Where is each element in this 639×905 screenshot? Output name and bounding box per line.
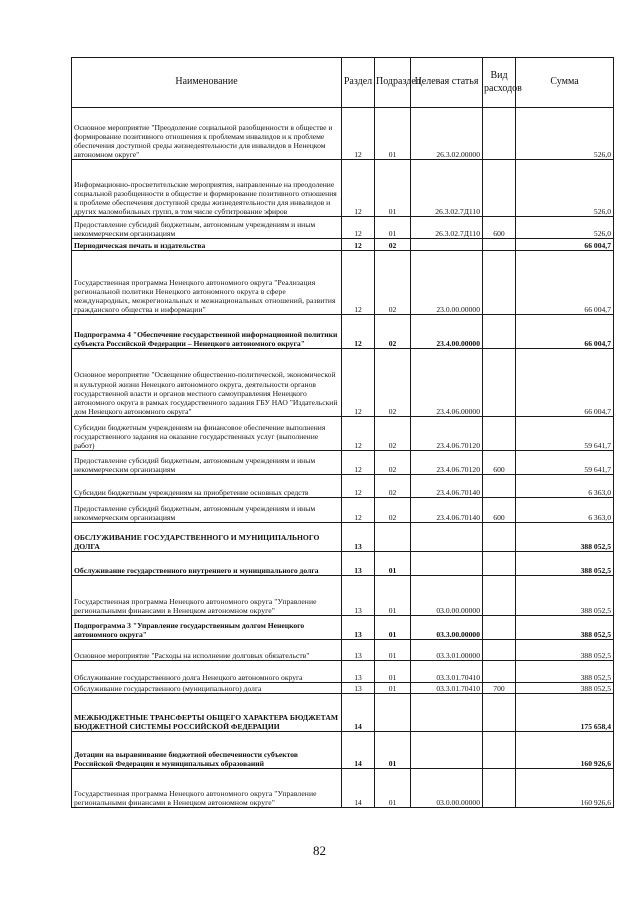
row-razdel: 13 [342, 576, 375, 616]
row-podrazdel: 01 [375, 616, 411, 640]
row-sum: 526,0 [516, 160, 614, 217]
row-razdel: 13 [342, 523, 375, 552]
row-target-article: 23.4.06.70140 [411, 475, 483, 498]
row-name: Основное мероприятие "Расходы на исполнение долговых обязательств" [72, 640, 342, 661]
row-razdel: 12 [342, 108, 375, 160]
row-podrazdel: 01 [375, 640, 411, 661]
row-expense-type [483, 315, 516, 349]
row-target-article: 23.4.06.70120 [411, 451, 483, 475]
row-sum: 160 926,6 [516, 769, 614, 808]
row-sum: 388 052,5 [516, 683, 614, 694]
table-row [72, 616, 614, 640]
row-target-article [411, 523, 483, 552]
row-podrazdel: 01 [375, 552, 411, 576]
row-expense-type [483, 576, 516, 616]
row-target-article: 23.4.06.70140 [411, 498, 483, 523]
row-expense-type [483, 251, 516, 315]
row-razdel: 12 [342, 475, 375, 498]
table-row [72, 239, 614, 251]
row-sum: 6 363,0 [516, 475, 614, 498]
row-razdel: 12 [342, 315, 375, 349]
row-name: Обслуживание государственного долга Ненецкого автономного округа [72, 661, 342, 683]
row-target-article: 23.4.06.00000 [411, 349, 483, 417]
row-target-article: 03.3.01.70410 [411, 683, 483, 694]
row-sum: 66 004,7 [516, 349, 614, 417]
table-row [72, 349, 614, 417]
header-name: Наименование [72, 58, 342, 108]
row-target-article: 26.3.02.00000 [411, 108, 483, 160]
row-expense-type: 600 [483, 451, 516, 475]
table-row [72, 251, 614, 315]
row-sum: 6 363,0 [516, 498, 614, 523]
row-razdel: 13 [342, 640, 375, 661]
row-razdel: 12 [342, 451, 375, 475]
row-sum: 388 052,5 [516, 640, 614, 661]
row-podrazdel: 01 [375, 576, 411, 616]
row-expense-type [483, 616, 516, 640]
budget-table [71, 57, 614, 808]
row-razdel: 12 [342, 251, 375, 315]
row-podrazdel: 02 [375, 239, 411, 251]
row-sum: 388 052,5 [516, 576, 614, 616]
row-razdel: 12 [342, 217, 375, 239]
row-podrazdel: 02 [375, 251, 411, 315]
page-number: 82 [313, 843, 326, 858]
row-target-article: 23.4.06.70120 [411, 417, 483, 451]
row-sum: 66 004,7 [516, 239, 614, 251]
row-razdel: 12 [342, 160, 375, 217]
row-expense-type [483, 661, 516, 683]
row-podrazdel: 02 [375, 315, 411, 349]
row-target-article: 26.3.02.7Д110 [411, 160, 483, 217]
row-sum: 175 658,4 [516, 694, 614, 732]
row-name: Предоставление субсидий бюджетным, автономным учреждениям и иным некоммерческим организациям [72, 498, 342, 523]
row-expense-type: 700 [483, 683, 516, 694]
row-expense-type: 600 [483, 498, 516, 523]
table-row [72, 160, 614, 217]
row-name: Предоставление субсидий бюджетным, автономным учреждениям и иным некоммерческим организациям [72, 451, 342, 475]
row-sum: 388 052,5 [516, 616, 614, 640]
table-row [72, 552, 614, 576]
row-target-article: 03.3.01.70410 [411, 661, 483, 683]
row-name: Обслуживание государственного внутреннего и муниципального долга [72, 552, 342, 576]
header-razdel: Раздел [342, 58, 375, 108]
row-name: Субсидии бюджетным учреждениям на финансовое обеспечение выполнения государственного задания на оказание государственных услуг (выполнение работ) [72, 417, 342, 451]
row-target-article [411, 239, 483, 251]
row-target-article [411, 694, 483, 732]
row-expense-type [483, 732, 516, 769]
table-row [72, 475, 614, 498]
row-name: Дотации на выравнивание бюджетной обеспеченности субъектов Российской Федерации и муниципальных образований [72, 732, 342, 769]
table-row [72, 417, 614, 451]
table-row [72, 451, 614, 475]
row-expense-type [483, 694, 516, 732]
row-podrazdel: 01 [375, 683, 411, 694]
row-razdel: 13 [342, 661, 375, 683]
row-expense-type [483, 349, 516, 417]
row-name: ОБСЛУЖИВАНИЕ ГОСУДАРСТВЕННОГО И МУНИЦИПАЛЬНОГО ДОЛГА [72, 523, 342, 552]
row-sum: 388 052,5 [516, 661, 614, 683]
row-razdel: 13 [342, 552, 375, 576]
row-target-article: 23.0.00.00000 [411, 251, 483, 315]
table-row [72, 661, 614, 683]
row-sum: 526,0 [516, 217, 614, 239]
row-podrazdel: 02 [375, 498, 411, 523]
row-target-article [411, 732, 483, 769]
row-expense-type [483, 769, 516, 808]
table-row [72, 640, 614, 661]
row-name: Предоставление субсидий бюджетным, автономным учреждениям и иным некоммерческим организациям [72, 217, 342, 239]
header-expense-type: Вид расходов [483, 58, 516, 108]
table-row [72, 108, 614, 160]
row-name: Государственная программа Ненецкого автономного округа "Управление региональными финансами в Ненецком автономном округе" [72, 576, 342, 616]
row-expense-type [483, 523, 516, 552]
header-sum: Сумма [516, 58, 614, 108]
table-row [72, 498, 614, 523]
table-row [72, 694, 614, 732]
row-razdel: 14 [342, 694, 375, 732]
row-name: Государственная программа Ненецкого автономного округа "Управление региональными финансами в Ненецком автономном округе" [72, 769, 342, 808]
row-expense-type [483, 108, 516, 160]
row-expense-type [483, 640, 516, 661]
row-podrazdel: 01 [375, 108, 411, 160]
table-row [72, 683, 614, 694]
table-row [72, 315, 614, 349]
row-name: МЕЖБЮДЖЕТНЫЕ ТРАНСФЕРТЫ ОБЩЕГО ХАРАКТЕРА БЮДЖЕТАМ БЮДЖЕТНОЙ СИСТЕМЫ РОССИЙСКОЙ ФЕДЕРАЦИИ [72, 694, 342, 732]
row-name: Подпрограмма 3 "Управление государственным долгом Ненецкого автономного округа" [72, 616, 342, 640]
header-target-article: Целевая статья [411, 58, 483, 108]
row-target-article: 03.0.00.00000 [411, 769, 483, 808]
table-row [72, 576, 614, 616]
row-target-article [411, 552, 483, 576]
row-sum: 66 004,7 [516, 251, 614, 315]
row-podrazdel: 02 [375, 475, 411, 498]
row-expense-type [483, 552, 516, 576]
row-sum: 160 926,6 [516, 732, 614, 769]
row-sum: 66 004,7 [516, 315, 614, 349]
row-razdel: 13 [342, 616, 375, 640]
row-podrazdel: 02 [375, 417, 411, 451]
row-podrazdel [375, 523, 411, 552]
row-podrazdel: 02 [375, 349, 411, 417]
row-target-article: 26.3.02.7Д110 [411, 217, 483, 239]
row-sum: 59 641,7 [516, 451, 614, 475]
row-target-article: 23.4.00.00000 [411, 315, 483, 349]
row-name: Основное мероприятие "Преодоление социальной разобщенности в обществе и формирование позитивного отношения к проблемам инвалидов и к проблеме обеспечения доступной среды жизнедеятельности для инвалидов в Ненецком автономном округе" [72, 108, 342, 160]
row-podrazdel: 01 [375, 732, 411, 769]
row-expense-type [483, 417, 516, 451]
row-razdel: 14 [342, 732, 375, 769]
table-row [72, 523, 614, 552]
row-razdel: 12 [342, 349, 375, 417]
row-podrazdel: 01 [375, 661, 411, 683]
row-target-article: 03.3.01.00000 [411, 640, 483, 661]
row-razdel: 13 [342, 683, 375, 694]
row-expense-type: 600 [483, 217, 516, 239]
table-header-row [72, 58, 614, 108]
row-podrazdel: 01 [375, 769, 411, 808]
row-expense-type [483, 239, 516, 251]
row-name: Основное мероприятие "Освещение общественно-политической, экономической и культурной жизни Ненецкого автономного округа, деятельности органов государственной власти и органов местного самоуправления Ненецкого автономного округа в рамках государственного задания ГБУ НАО "Издательский дом Ненецкого автономного округа" [72, 349, 342, 417]
row-expense-type [483, 475, 516, 498]
row-razdel: 12 [342, 417, 375, 451]
row-name: Субсидии бюджетным учреждениям на приобретение основных средств [72, 475, 342, 498]
row-name: Периодическая печать и издательства [72, 239, 342, 251]
row-sum: 388 052,5 [516, 552, 614, 576]
row-sum: 59 641,7 [516, 417, 614, 451]
table-row [72, 732, 614, 769]
row-razdel: 14 [342, 769, 375, 808]
row-razdel: 12 [342, 239, 375, 251]
header-podrazdel: Подраздел [375, 58, 411, 108]
row-sum: 388 052,5 [516, 523, 614, 552]
row-target-article: 03.3.00.00000 [411, 616, 483, 640]
row-name: Информационно-просветительские мероприятия, направленные на преодоление социальной разобщенности в обществе и формирование позитивного отношения к проблеме обеспечения доступной среды жизнедеятельности для инвалидов и других маломобильных групп, в том числе субтитрование эфиров [72, 160, 342, 217]
table-row [72, 769, 614, 808]
row-expense-type [483, 160, 516, 217]
row-podrazdel: 01 [375, 217, 411, 239]
row-target-article: 03.0.00.00000 [411, 576, 483, 616]
table-row [72, 217, 614, 239]
row-name: Обслуживание государственного (муниципального) долга [72, 683, 342, 694]
row-name: Государственная программа Ненецкого автономного округа "Реализация региональной политики Ненецкого автономного округа в сфере международных, межрегиональных и межнациональных отношений, развития гражданского общества и информации" [72, 251, 342, 315]
row-podrazdel: 01 [375, 160, 411, 217]
row-razdel: 12 [342, 498, 375, 523]
row-podrazdel: 02 [375, 451, 411, 475]
row-sum: 526,0 [516, 108, 614, 160]
row-podrazdel [375, 694, 411, 732]
row-name: Подпрограмма 4 "Обеспечение государственной информационной политики субъекта Российской Федерации – Ненецкого автономного округа" [72, 315, 342, 349]
